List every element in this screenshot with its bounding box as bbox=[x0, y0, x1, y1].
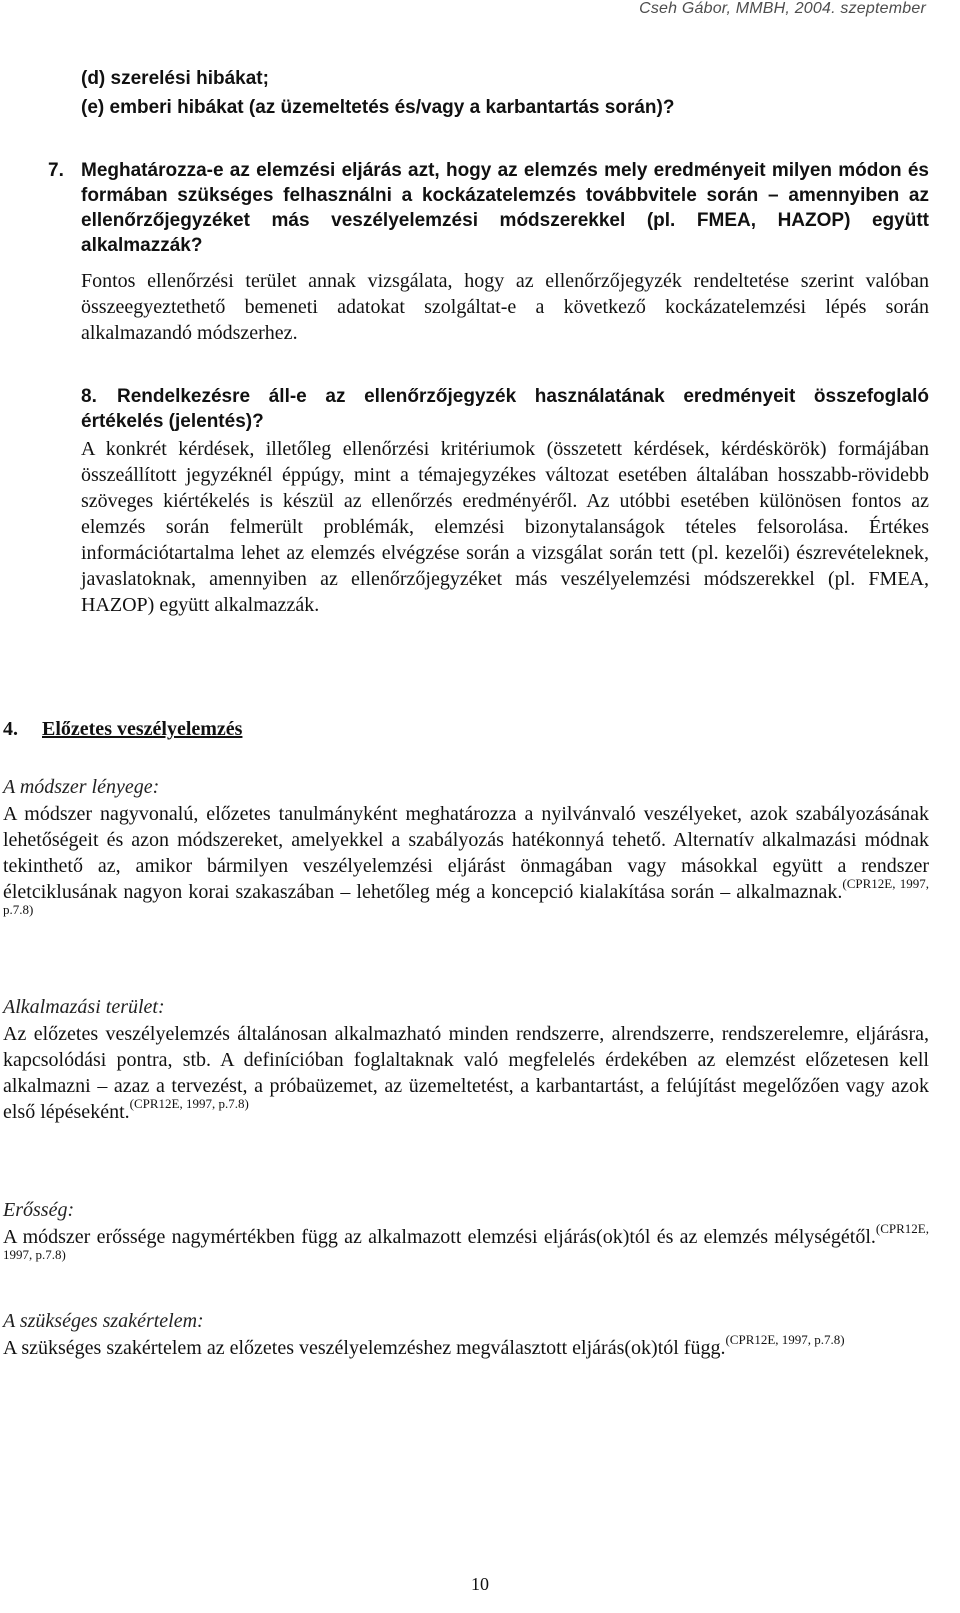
method-text: A módszer nagyvonalú, előzetes tanulmányként meghatározza a nyilvánvaló veszélyeket, azok szabályozásának lehetőségeit és azon módszereket, amelyekkel a szabályozás hatékonnyá tehető. Alternatív alkalmazási módnak tekinthető az, amikor bármilyen veszélyelemzési eljárást önmagában vagy másokkal együtt a rendszer életciklusának nagyon korai szakaszában – lehetőleg még a koncepció kialakítása során – alkalmaznak. bbox=[3, 803, 929, 903]
strength-paragraph bbox=[3, 1221, 929, 1276]
expertise-text: A szükséges szakértelem az előzetes veszélyelemzéshez megválasztott eljárás(ok)tól függ. bbox=[3, 1337, 726, 1359]
strength-heading: Erősség: bbox=[3, 1199, 75, 1221]
section-heading bbox=[3, 718, 242, 741]
running-header: Cseh Gábor, MMBH, 2004. szeptember bbox=[639, 0, 926, 17]
question-7-number: 7. bbox=[48, 160, 64, 181]
question-7-text: Meghatározza-e az elemzési eljárás azt, hogy az elemzés mely eredményeit milyen módon és formában szükséges felhasználni a kockázatelemzés továbbvitele során – amennyiben az ellenőrzőjegyzéket más veszélyelemzési módszerekkel (pl. FMEA, HAZOP) együtt alkalmazzák? bbox=[81, 160, 929, 256]
expertise-paragraph bbox=[3, 1332, 929, 1361]
method-paragraph bbox=[3, 801, 929, 931]
application-citation: (CPR12E, 1997, p.7.8) bbox=[129, 1096, 249, 1111]
application-heading: Alkalmazási terület: bbox=[3, 996, 165, 1018]
question-7-answer: Fontos ellenőrzési terület annak vizsgálata, hogy az ellenőrzőjegyzék rendeltetése szerint valóban összeegyeztethető bemeneti adatokat szolgáltat-e a következő kockázatelemzési lépés során alkalmazandó módszerhez. bbox=[81, 270, 929, 344]
section-title: Előzetes veszélyelemzés bbox=[42, 718, 243, 740]
list-item-d: (d) szerelési hibákat; bbox=[81, 68, 269, 89]
expertise-citation: (CPR12E, 1997, p.7.8) bbox=[725, 1332, 845, 1347]
method-heading: A módszer lényege: bbox=[3, 776, 160, 798]
method-citation: (CPR12E, 1997, p.7.8) bbox=[3, 876, 930, 917]
application-text: Az előzetes veszélyelemzés általánosan alkalmazható minden rendszerre, alrendszerre, rendszerelemre, eljárásra, kapcsolódási pontra, stb. A definícióban foglaltaknak való megfelelés érdekében az elemzést előzetesen kell alkalmazni – azaz a tervezést, a próbaüzemet, az üzemeltetést, a karbantartást, a felújítást megelőzően vagy azok első lépéseként. bbox=[3, 1023, 929, 1123]
application-paragraph bbox=[3, 1021, 929, 1125]
question-8-number: 8. bbox=[81, 386, 97, 407]
strength-citation: (CPR12E, 1997, p.7.8) bbox=[3, 1221, 929, 1262]
expertise-heading: A szükséges szakértelem: bbox=[3, 1310, 204, 1332]
list-item-e: (e) emberi hibákat (az üzemeltetés és/vagy a karbantartás során)? bbox=[81, 97, 675, 118]
strength-text: A módszer erőssége nagymértékben függ az alkalmazott elemzési eljárás(ok)tól és az elemzés mélységétől. bbox=[3, 1226, 876, 1248]
section-number: 4. bbox=[3, 718, 18, 740]
question-8-text: Rendelkezésre áll-e az ellenőrzőjegyzék használatának eredményeit összefoglaló értékelés (jelentés)? bbox=[81, 386, 929, 432]
page-number: 10 bbox=[471, 1574, 489, 1594]
question-8-answer: A konkrét kérdések, illetőleg ellenőrzési kritériumok (összetett kérdések, kérdéskörök) formájában összeállított jegyzéknél éppúgy, mint a témajegyzékes változat esetében általában hosszabb-rövidebb szöveges kiértékelés is készül az ellenőrzés eredményéről. Az utóbbi esetében különösen fontos az elemzés során felmerült problémák, elemzési bizonytalanságok tételes felsorolása. Értékes információtartalma lehet az elemzés elvégzése során a vizsgálat során tett (pl. kezelői) észrevételeknek, javaslatoknak, amennyiben az ellenőrzőjegyzéket más veszélyelemzési módszerekkel (pl. FMEA, HAZOP) együtt alkalmazzák. bbox=[81, 438, 929, 616]
